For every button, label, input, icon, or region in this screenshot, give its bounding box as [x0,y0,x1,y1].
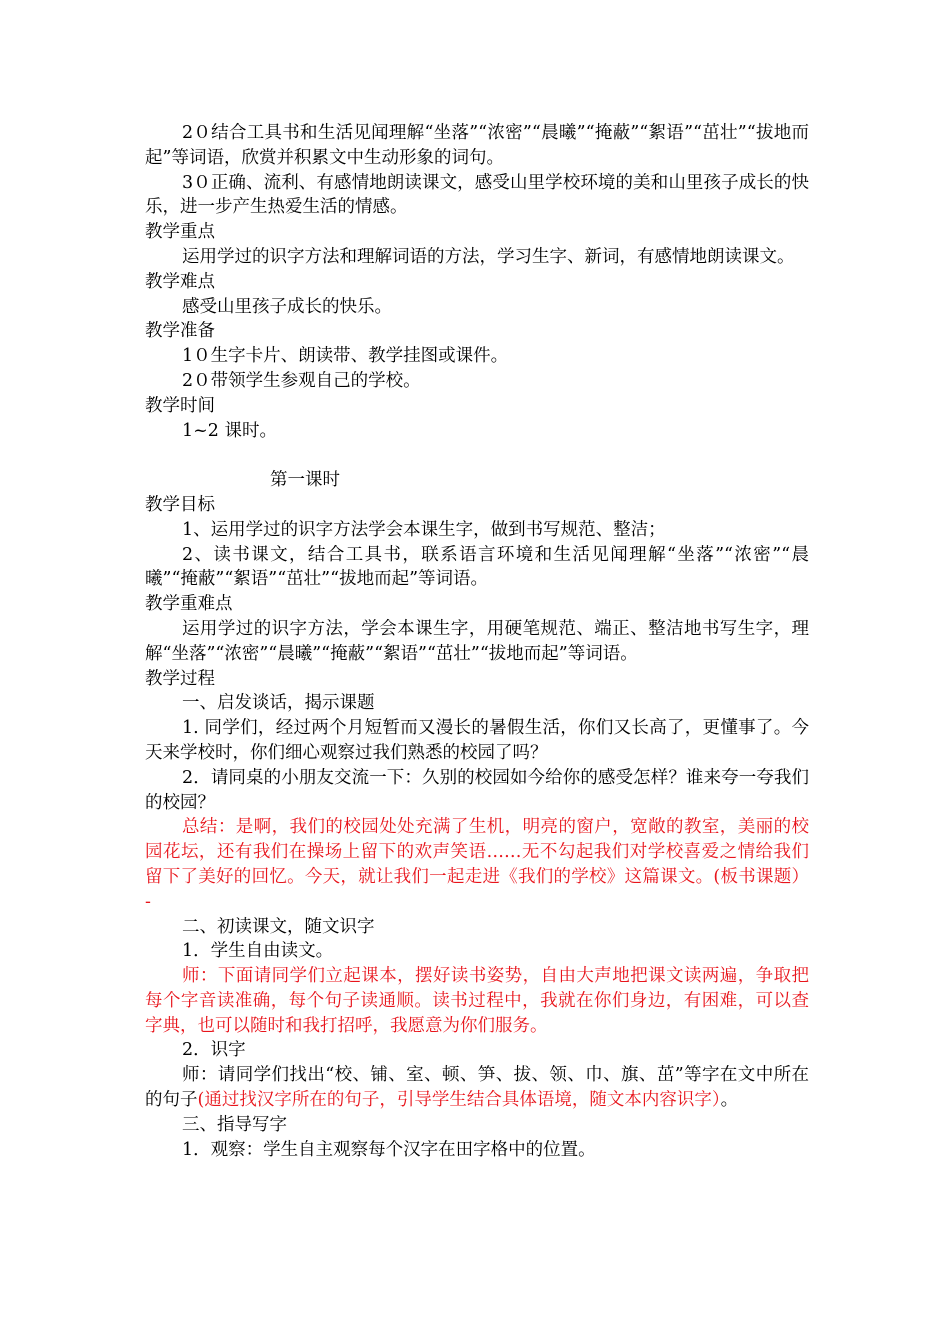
section-3-title: 三、指导写字 [182,1114,287,1135]
prep-item: 1０生字卡片、朗读带、教学挂图或课件。 [182,346,509,367]
spacer [145,443,809,468]
section-1-summary: 总结：是啊，我们的校园处处充满了生机，明亮的窗户，宽敞的教室，美丽的校园花坛，还有我们在操场上留下的欢声笑语……无不勾起我们对学校喜爱之情给我们留下了美好的回忆。今天，就让我们一起走进《我们的学校》这篇课文。(板书课题） - [145,817,809,912]
prep-heading: 教学准备 [145,321,215,342]
section-2-paragraph-2: 2．识字 [182,1040,246,1061]
time-text: 1~2 课时。 [182,420,277,441]
lesson-goal: 2、读书课文，结合工具书，联系语言环境和生活见闻理解“坐落”“浓密”“晨曦”“掩蔽”“絮语”“茁壮”“拔地而起”等词语。 [145,544,809,590]
section-1-title: 一、启发谈话，揭示课题 [182,693,375,714]
section-2-paragraph-3-end: 。 [720,1090,739,1111]
lesson-title: 第一课时 [270,470,340,491]
section-2-paragraph-3 [145,1063,809,1113]
key-points-heading: 教学重点 [145,222,215,243]
key-points-text: 运用学过的识字方法和理解词语的方法，学习生字、新词，有感情地朗读课文。 [182,246,795,267]
lesson-goal: 1、运用学过的识字方法学会本课生字，做到书写规范、整洁； [182,519,666,540]
section-2-paragraph-1: 1．学生自由读文。 [182,941,334,962]
section-2-paragraph-3-text: 师：请同学们找出“校、铺、室、顿、笋、拔、领、巾、旗、茁”等字在文中所在的句子 [145,1065,809,1111]
goals-heading: 教学目标 [145,494,215,515]
difficulty-heading: 教学难点 [145,271,215,292]
section-2-paragraph-3-note: (通过找汉字所在的句子，引导学生结合具体语境，随文本内容识字） [197,1090,721,1111]
keydiff-text: 运用学过的识字方法，学会本课生字，用硬笔规范、端正、整洁地书写生字，理解“坐落”“浓密”“晨曦”“掩蔽”“絮语”“茁壮”“拔地而起”等词语。 [145,618,809,664]
section-3-paragraph-1: 1．观察：学生自主观察每个汉字在田字格中的位置。 [182,1139,596,1160]
section-2-title: 二、初读课文，随文识字 [182,916,375,937]
difficulty-text: 感受山里孩子成长的快乐。 [182,296,392,317]
time-heading: 教学时间 [145,395,215,416]
section-1-paragraph-1: 1. 同学们，经过两个月短暂而又漫长的暑假生活，你们又长高了，更懂事了。今天来学校时，你们细心观察过我们熟悉的校园了吗？ [145,718,809,763]
document-page [145,121,809,1162]
keydiff-heading: 教学重难点 [145,594,233,615]
prep-item: 2０带领学生参观自己的学校。 [182,370,421,391]
goal-2: 2０结合工具书和生活见闻理解“坐落”“浓密”“晨曦”“掩蔽”“絮语”“茁壮”“拔地而起”等词语，欣赏并积累文中生动形象的词句。 [145,123,809,168]
process-heading: 教学过程 [145,668,215,689]
section-2-teacher-instruction: 师：下面请同学们立起课本，摆好读书姿势，自由大声地把课文读两遍，争取把每个字音读准确，每个句子读通顺。读书过程中，我就在你们身边，有困难，可以查字典，也可以随时和我打招呼，我愿意为你们服务。 [145,966,809,1036]
goal-3: 3０正确、流利、有感情地朗读课文，感受山里学校环境的美和山里孩子成长的快乐，进一步产生热爱生活的情感。 [145,172,809,218]
section-1-paragraph-2: 2．请同桌的小朋友交流一下：久别的校园如今给你的感受怎样？谁来夸一夸我们的校园？ [145,767,809,813]
